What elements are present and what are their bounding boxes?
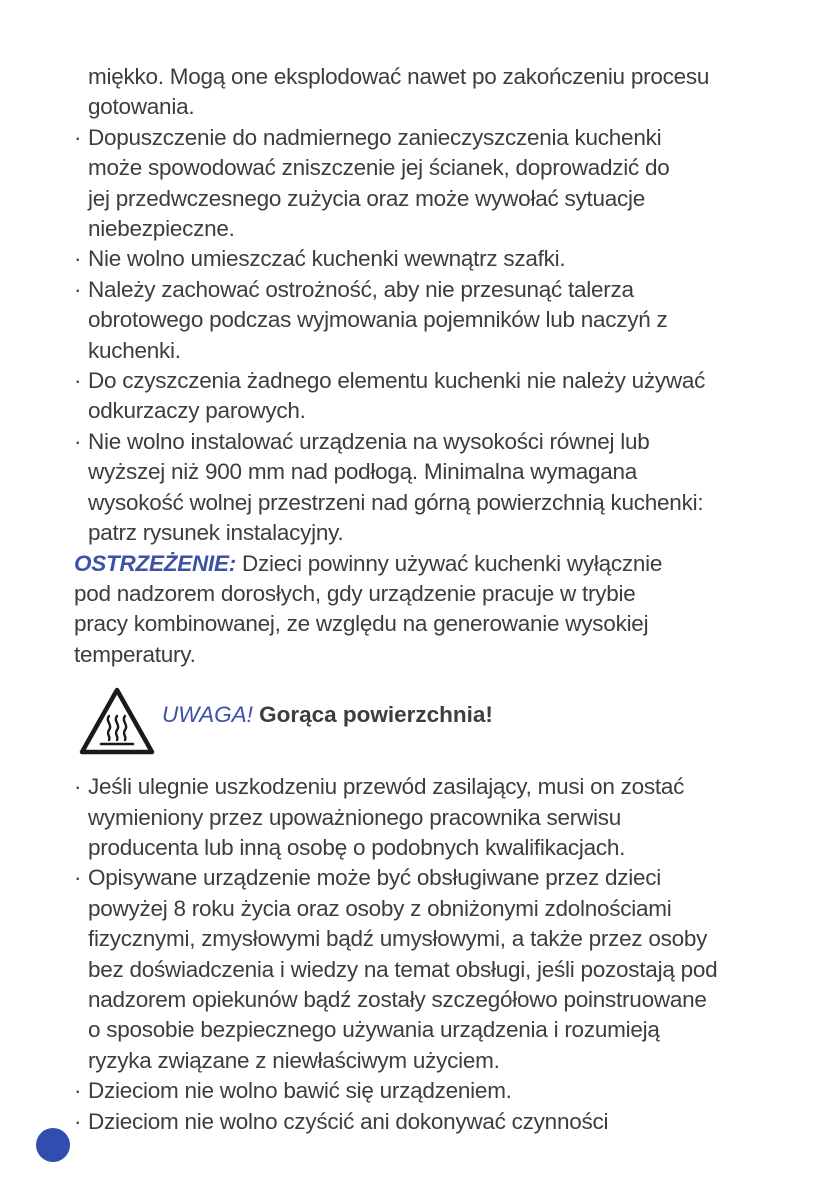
list-item-line: nadzorem opiekunów bądź zostały szczegółowo poinstruowane (88, 986, 707, 1012)
list-item (74, 123, 774, 245)
list-item-line: Jeśli ulegnie uszkodzeniu przewód zasilający, musi on zostać (88, 774, 685, 800)
list-item-line: odkurzaczy parowych. (88, 398, 306, 424)
list-item (74, 772, 774, 863)
list-item-line: producenta lub inną osobę o podobnych kwalifikacjach. (88, 834, 626, 860)
list-item (74, 863, 774, 1076)
list-item-line: Nie wolno instalować urządzenia na wysokości równej lub (88, 428, 650, 454)
continuation-line: gotowania. (88, 94, 195, 120)
list-item-line: jej przedwczesnego zużycia oraz może wywołać sytuacje (88, 185, 645, 211)
list-item-line: powyżej 8 roku życia oraz osoby z obniżonymi zdolnościami (88, 895, 672, 921)
list-item (74, 1076, 774, 1106)
list-item-line: o sposobie bezpiecznego używania urządzenia i rozumieją (88, 1017, 660, 1043)
caution-text (162, 700, 493, 730)
warning-first-line (74, 549, 774, 579)
list-item-line: kuchenki. (88, 337, 181, 363)
list-item (74, 366, 774, 427)
list-item-line: wymieniony przez upoważnionego pracownika serwisu (88, 804, 622, 830)
list-item (74, 275, 774, 366)
warning-line: temperatury. (74, 641, 196, 667)
list-item-line: Dopuszczenie do nadmiernego zanieczyszczenia kuchenki (88, 124, 662, 150)
caution-label: UWAGA! (162, 702, 253, 728)
list-item (74, 427, 774, 549)
warning-line: pracy kombinowanej, ze względu na generowanie wysokiej (74, 611, 649, 637)
list-item-line: Dzieciom nie wolno czyścić ani dokonywać czynności (88, 1108, 609, 1134)
list-item-line: fizycznymi, zmysłowymi bądź umysłowymi, a także przez osoby (88, 926, 708, 952)
section-1 (74, 62, 774, 549)
bullet-icon: · (74, 1108, 82, 1134)
list-item-line: Nie wolno umieszczać kuchenki wewnątrz szafki. (88, 246, 566, 272)
list-item-line: bez doświadczenia i wiedzy na temat obsługi, jeśli pozostają pod (88, 956, 718, 982)
bullet-icon: · (74, 1078, 82, 1104)
list-item-line: Dzieciom nie wolno bawić się urządzeniem. (88, 1078, 512, 1104)
continuation-line: miękko. Mogą one eksplodować nawet po zakończeniu procesu (88, 64, 710, 89)
warning-text: Dzieci powinny używać kuchenki wyłącznie (236, 550, 663, 576)
warning-line: pod nadzorem dorosłych, gdy urządzenie pracuje w trybie (74, 580, 636, 606)
list-item-line: wysokość wolnej przestrzeni nad górną powierzchnią kuchenki: (88, 489, 704, 515)
bullet-icon: · (74, 246, 82, 272)
bullet-icon: · (74, 428, 82, 454)
list-item-line: patrz rysunek instalacyjny. (88, 520, 344, 546)
list-item (74, 1107, 774, 1137)
bullet-icon: · (74, 276, 82, 302)
list-item-line: obrotowego podczas wyjmowania pojemników lub naczyń z (88, 307, 668, 333)
hot-surface-icon (78, 686, 156, 756)
manual-page (74, 62, 774, 1137)
bullet-icon: · (74, 368, 82, 394)
section-2 (74, 772, 774, 1137)
warning-label: OSTRZEŻENIE: (74, 550, 237, 576)
list-item-line: ryzyka związane z niewłaściwym użyciem. (88, 1047, 500, 1073)
list-item-line: Opisywane urządzenie może być obsługiwane przez dzieci (88, 865, 662, 891)
list-item-line: wyższej niż 900 mm nad podłogą. Minimalna wymagana (88, 459, 638, 485)
page-marker (36, 1128, 70, 1162)
list-item-line: Do czyszczenia żadnego elementu kuchenki nie należy używać (88, 368, 706, 394)
bullet-icon: · (74, 774, 82, 800)
warning-paragraph (74, 549, 774, 671)
caution-heading-row (74, 682, 774, 768)
list-item (74, 244, 774, 274)
bullet-icon: · (74, 865, 82, 891)
list-item-line: niebezpieczne. (88, 216, 235, 242)
list-item-line: Należy zachować ostrożność, aby nie przesunąć talerza (88, 276, 634, 302)
caution-title: Gorąca powierzchnia! (252, 702, 493, 728)
bullet-icon: · (74, 124, 82, 150)
list-item-line: może spowodować zniszczenie jej ścianek, doprowadzić do (88, 155, 670, 181)
